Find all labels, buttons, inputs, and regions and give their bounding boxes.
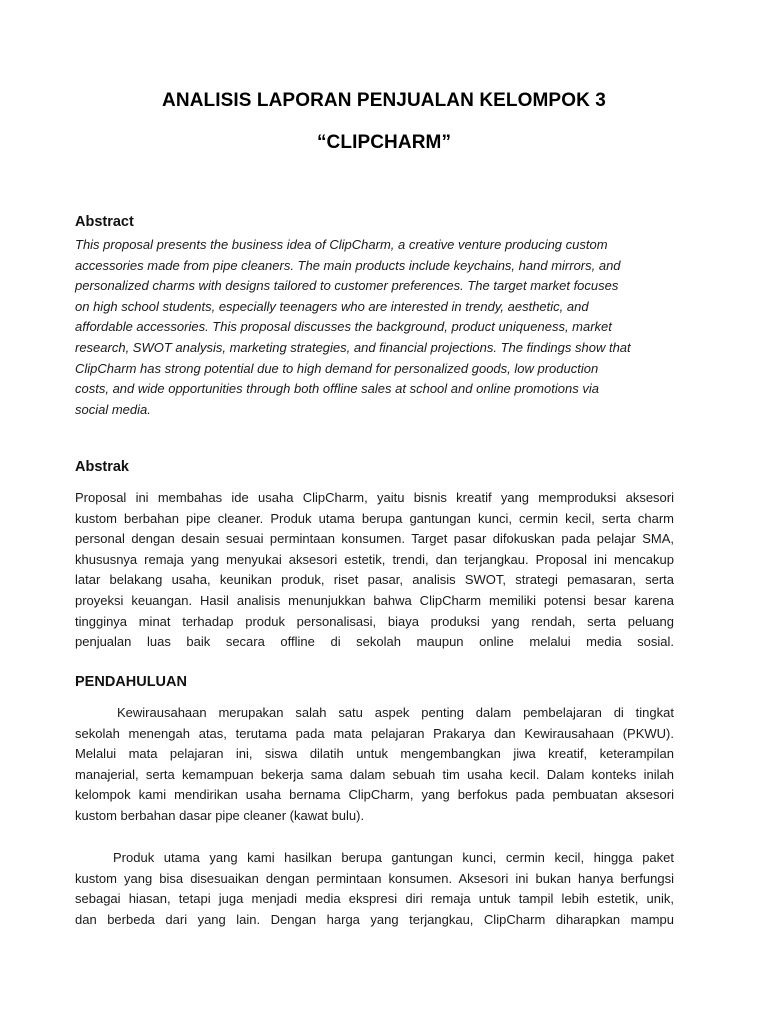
abstrak-line: kustom berbahan pipe cleaner. Produk utama berupa gantungan kunci, cermin kecil, serta charm (75, 510, 674, 526)
abstrak-line: Proposal ini membahas ide usaha ClipCharm, yaitu bisnis kreatif yang memproduksi aksesori (75, 490, 674, 505)
abstract-line: personalized charms with designs tailored to customer preferences. The target market focuses (75, 278, 619, 294)
abstract-line: on high school students, especially teenagers who are interested in trendy, aesthetic, and (75, 298, 589, 314)
abstract-line: social media. (75, 401, 151, 417)
abstract-line: This proposal presents the business idea of ClipCharm, a creative venture producing custom (75, 237, 608, 252)
paragraph-line: Kewirausahaan merupakan salah satu aspek penting dalam pembelajaran di tingkat (117, 705, 674, 720)
paragraph-line: kustom berbahan dasar pipe cleaner (kawat bulu). (75, 807, 365, 823)
abstract-paragraph (75, 235, 674, 420)
abstrak-heading: Abstrak (75, 459, 129, 475)
paragraph-line: kelompok kami mendirikan usaha bernama ClipCharm, yang berfokus pada pembuatan aksesori (75, 787, 674, 803)
abstrak-line: penjualan luas baik secara offline di sekolah maupun online melalui media sosial. (75, 634, 674, 650)
document-title: ANALISIS LAPORAN PENJUALAN KELOMPOK 3 (162, 90, 606, 111)
abstrak-line: tingginya minat terhadap produk personalisasi, biaya produksi yang rendah, serta peluang (75, 613, 674, 629)
paragraph-line: kustom yang bisa disesuaikan dengan permintaan konsumen. Aksesori ini bukan hanya berfungsi (75, 870, 674, 886)
abstract-line: ClipCharm has strong potential due to high demand for personalized goods, low production (75, 360, 599, 376)
paragraph-line: Melalui mata pelajaran ini, siswa dilatih untuk mengembangkan jiwa kreatif, keterampilan (75, 746, 674, 762)
paragraph-line: dan berbeda dari yang lain. Dengan harga yang terjangkau, ClipCharm diharapkan mampu (75, 911, 674, 927)
pendahuluan-paragraph-2 (75, 848, 674, 930)
abstract-line: affordable accessories. This proposal discusses the background, product uniqueness, market (75, 319, 612, 335)
paragraph-line: Produk utama yang kami hasilkan berupa gantungan kunci, cermin kecil, hingga paket (113, 850, 674, 865)
pendahuluan-paragraph-1 (75, 703, 674, 827)
pendahuluan-heading: PENDAHULUAN (75, 674, 187, 690)
abstract-heading: Abstract (75, 214, 134, 230)
abstrak-line: personal dengan desain sesuai permintaan konsumen. Target pasar difokuskan pada pelajar SMA, (75, 531, 674, 547)
paragraph-line: manajerial, serta kemampuan bekerja sama dalam sebuah tim usaha kecil. Dalam konteks inilah (75, 766, 674, 782)
abstrak-paragraph (75, 488, 674, 653)
paragraph-line: sebagai hiasan, tetapi juga menjadi media ekspresi diri remaja untuk tampil lebih estetik, unik, (75, 891, 674, 907)
paragraph-line: sekolah menengah atas, terutama pada mata pelajaran Prakarya dan Kewirausahaan (PKWU). (75, 725, 674, 741)
abstract-line: accessories made from pipe cleaners. The main products include keychains, hand mirrors, and (75, 257, 621, 273)
abstract-line: research, SWOT analysis, marketing strategies, and financial projections. The findings show that (75, 339, 631, 355)
document-subtitle: “CLIPCHARM” (316, 132, 452, 153)
abstrak-line: khususnya remaja yang menyukai aksesori estetik, trendi, dan terjangkau. Proposal ini mencakup (75, 551, 674, 567)
abstract-line: costs, and wide opportunities through both offline sales at school and online promotions via (75, 381, 599, 397)
abstrak-line: proyeksi keuangan. Hasil analisis menunjukkan bahwa ClipCharm memiliki potensi besar karena (75, 592, 674, 608)
abstrak-line: latar belakang usaha, keunikan produk, riset pasar, analisis SWOT, strategi pemasaran, serta (75, 572, 674, 588)
